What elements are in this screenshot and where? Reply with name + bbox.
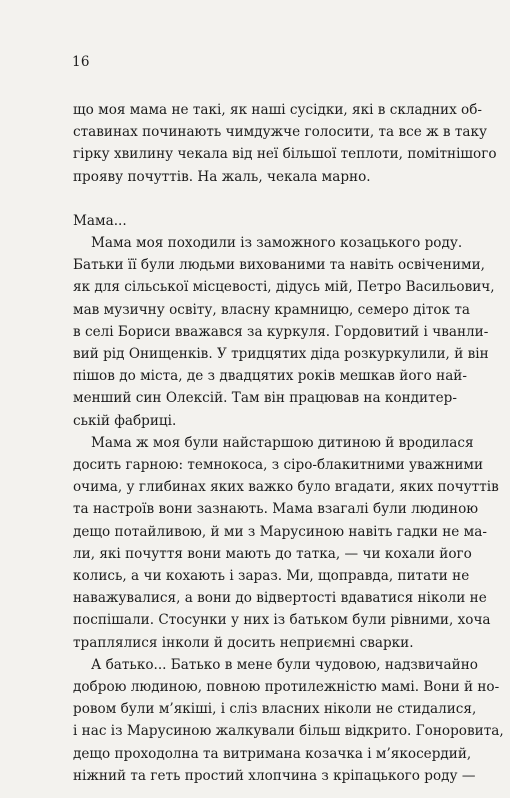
text-line: ніжний та геть простий хлопчина з кріпацького роду —	[73, 767, 476, 784]
paragraph	[73, 654, 504, 787]
text-line: ли, які почуття вони мають до татка, — чи кохали його	[73, 545, 472, 562]
text-line: очима, у глибинах яких важко було вгадати, яких почуттів	[73, 479, 499, 496]
text-line: досить гарною: темнокоса, з сіро-блакитними уважними	[73, 457, 484, 474]
text-line: вий рід Онищенків. У тридцятих діда розкуркулили, й він	[73, 346, 489, 363]
paragraph	[73, 432, 499, 654]
text-line: Мама моя походили із заможного козацького роду.	[91, 235, 463, 252]
page-number: 16	[72, 54, 90, 70]
paragraph	[73, 210, 451, 232]
text-line: дещо потайливою, й ми з Марусиною навіть гадки не ма-	[73, 523, 487, 540]
body-text	[73, 99, 504, 787]
text-line: Мама ж моя були найстаршою дитиною й вродилася	[91, 434, 474, 451]
paragraph	[73, 232, 495, 432]
text-line: Мама...	[73, 212, 127, 229]
text-line: ській фабриці.	[73, 412, 177, 429]
text-line: ровом були м’якіші, і сліз власних ніколи не стидалися,	[73, 701, 477, 718]
text-line: А батько... Батько в мене були чудовою, надзвичайно	[91, 656, 478, 673]
text-line: мав музичну освіту, власну крамницю, семеро діток та	[73, 301, 470, 318]
text-line: та настроїв вони зазнають. Мама взагалі були людиною	[73, 501, 479, 518]
text-line: поспішали. Стосунки у них із батьком були рівними, хоча	[73, 612, 491, 629]
text-line: наважувалися, а вони до відвертості вдаватися ніколи не	[73, 590, 487, 607]
text-line: Батьки її були людьми вихованими та навіть освіченими,	[73, 257, 485, 274]
text-line: прояву почуттів. На жаль, чекала марно.	[73, 168, 371, 185]
text-line: дещо проходолна та витримана козачка і м’якосердий,	[73, 745, 472, 762]
text-line: траплялися інколи й досить неприємні сварки.	[73, 634, 414, 651]
text-line: що моя мама не такі, як наші сусідки, які в складних об-	[73, 102, 483, 118]
text-line: в селі Бориси вважався за куркуля. Гордовитий і чванли-	[73, 323, 489, 340]
text-line: колись, а чи кохають і зараз. Ми, щоправда, питати не	[73, 568, 470, 585]
text-line: і нас із Марусиною жалкували більш відкрито. Гоноровита,	[73, 723, 504, 740]
paragraph	[73, 99, 497, 188]
text-line: пішов до міста, де з двадцятих років мешкав його най-	[73, 368, 467, 385]
paragraph-gap	[73, 188, 451, 210]
text-line: доброю людиною, повною протилежністю мамі. Вони й но-	[73, 679, 500, 696]
text-line: як для сільської місцевості, дідусь мій, Петро Васильович,	[73, 279, 495, 296]
text-line: гірку хвилину чекала від неї більшої теплоти, помітнішого	[73, 146, 497, 163]
text-line: ставинах починають чимдужче голосити, та все ж в таку	[73, 124, 488, 141]
text-line: менший син Олексій. Там він працював на кондитер-	[73, 390, 457, 407]
